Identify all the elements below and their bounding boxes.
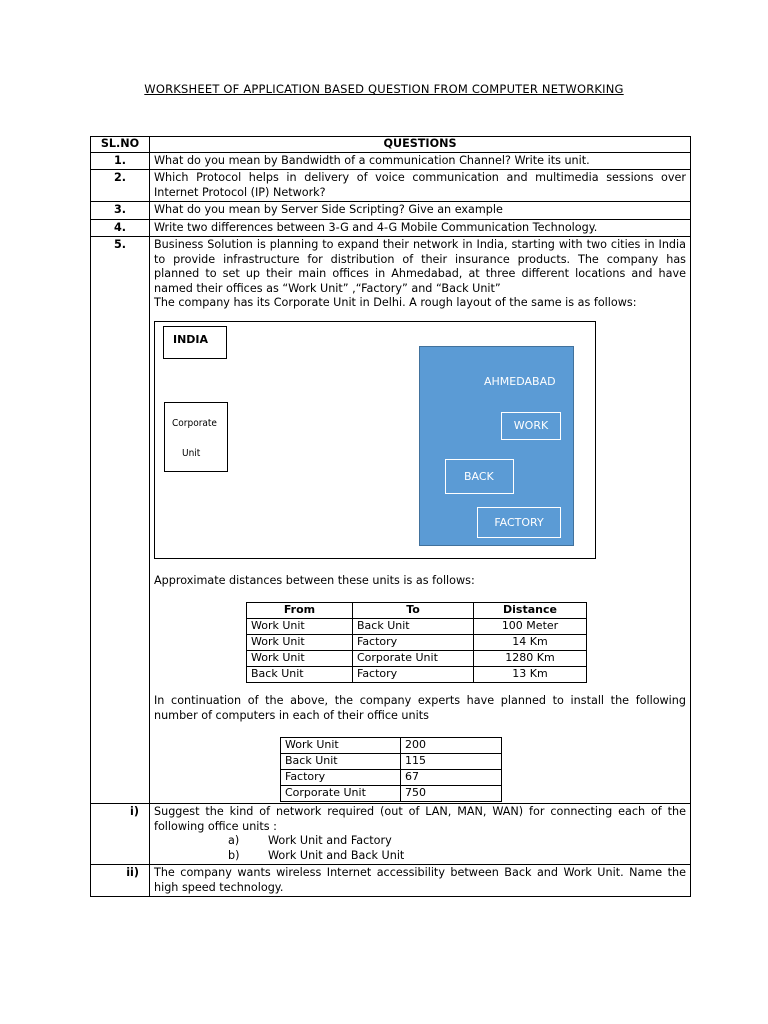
table-row (281, 786, 502, 802)
distance-table (246, 602, 587, 683)
case-intro: Business Solution is planning to expand their network in India, starting with two cities in India to provide infrastructure for distribution of their insurance products. The company has planned to set up their main offices in Ahmedabad, at three different locations and have named their offices as “Work Unit” ,“Factory” and “Back Unit” (154, 238, 686, 295)
india-label-box: INDIA (163, 326, 227, 359)
distance-cell: 1280 Km (474, 651, 587, 667)
continuation-text: In continuation of the above, the company experts have planned to install the following number of computers in each of their office units (154, 694, 686, 722)
question-number: ii) (91, 865, 150, 897)
ahmedabad-region (419, 346, 574, 546)
question-row-4 (91, 219, 691, 237)
question-text (150, 804, 691, 865)
count-cell: 750 (401, 786, 502, 802)
distance-cell: 13 Km (474, 667, 587, 683)
unit-cell: Work Unit (281, 738, 401, 754)
question-row-ii (91, 865, 691, 897)
table-row (247, 619, 587, 635)
corporate-label: Corporate (172, 417, 217, 429)
unit-cell: Back Unit (281, 754, 401, 770)
question-text: The company wants wireless Internet accessibility between Back and Work Unit. Name the high speed technology. (150, 865, 691, 897)
worksheet-title: WORKSHEET OF APPLICATION BASED QUESTION FROM COMPUTER NETWORKING (144, 82, 624, 96)
to-cell: Factory (353, 635, 474, 651)
to-cell: Corporate Unit (353, 651, 474, 667)
slno-header: SL.NO (91, 137, 150, 153)
table-header-row (91, 137, 691, 153)
question-number: 3. (91, 202, 150, 220)
work-unit-box: WORK (501, 412, 561, 440)
distance-cell: 100 Meter (474, 619, 587, 635)
unit-label: Unit (182, 447, 201, 459)
unit-cell: Corporate Unit (281, 786, 401, 802)
count-cell: 200 (401, 738, 502, 754)
table-row (247, 651, 587, 667)
question-number: 4. (91, 219, 150, 237)
question-text: Write two differences between 3-G and 4-G Mobile Communication Technology. (150, 219, 691, 237)
question-text: What do you mean by Bandwidth of a communication Channel? Write its unit. (150, 152, 691, 170)
question-row-1 (91, 152, 691, 170)
to-cell: Back Unit (353, 619, 474, 635)
question-row-2 (91, 170, 691, 202)
from-header: From (247, 603, 353, 619)
distance-caption: Approximate distances between these units is as follows: (154, 573, 475, 587)
from-cell: Work Unit (247, 635, 353, 651)
distance-header-row (247, 603, 587, 619)
question-number: 5. (91, 237, 150, 804)
to-cell: Factory (353, 667, 474, 683)
question-number: 1. (91, 152, 150, 170)
count-cell: 115 (401, 754, 502, 770)
table-row (281, 754, 502, 770)
question-row-i (91, 804, 691, 865)
unit-cell: Factory (281, 770, 401, 786)
option-text: Work Unit and Factory (268, 834, 392, 847)
from-cell: Work Unit (247, 651, 353, 667)
option-a (154, 834, 686, 849)
question-row-5 (91, 237, 691, 804)
computers-table (280, 737, 502, 802)
table-row (247, 667, 587, 683)
table-row (281, 738, 502, 754)
distance-header: Distance (474, 603, 587, 619)
from-cell: Back Unit (247, 667, 353, 683)
count-cell: 67 (401, 770, 502, 786)
question-text: Which Protocol helps in delivery of voice communication and multimedia sessions over Internet Protocol (IP) Network? (150, 170, 691, 202)
case-corporate: The company has its Corporate Unit in Delhi. A rough layout of the same is as follows: (154, 296, 637, 309)
ahmedabad-label: AHMEDABAD (484, 374, 556, 388)
factory-unit-box: FACTORY (477, 507, 561, 538)
network-layout-diagram (154, 321, 596, 559)
to-header: To (353, 603, 474, 619)
questions-table (90, 136, 691, 897)
option-label: a) (228, 834, 240, 847)
back-unit-box: BACK (445, 459, 514, 494)
question-i-text: Suggest the kind of network required (out of LAN, MAN, WAN) for connecting each of the following office units : (154, 805, 686, 833)
case-study (150, 237, 691, 804)
option-text: Work Unit and Back Unit (268, 848, 405, 862)
distance-cell: 14 Km (474, 635, 587, 651)
option-label: b) (228, 848, 240, 862)
from-cell: Work Unit (247, 619, 353, 635)
option-b (154, 849, 686, 864)
question-number: i) (91, 804, 150, 865)
question-row-3 (91, 202, 691, 220)
corporate-unit-box (164, 402, 228, 472)
question-text: What do you mean by Server Side Scripting? Give an example (150, 202, 691, 220)
questions-header: QUESTIONS (150, 137, 691, 153)
table-row (247, 635, 587, 651)
table-row (281, 770, 502, 786)
question-number: 2. (91, 170, 150, 202)
